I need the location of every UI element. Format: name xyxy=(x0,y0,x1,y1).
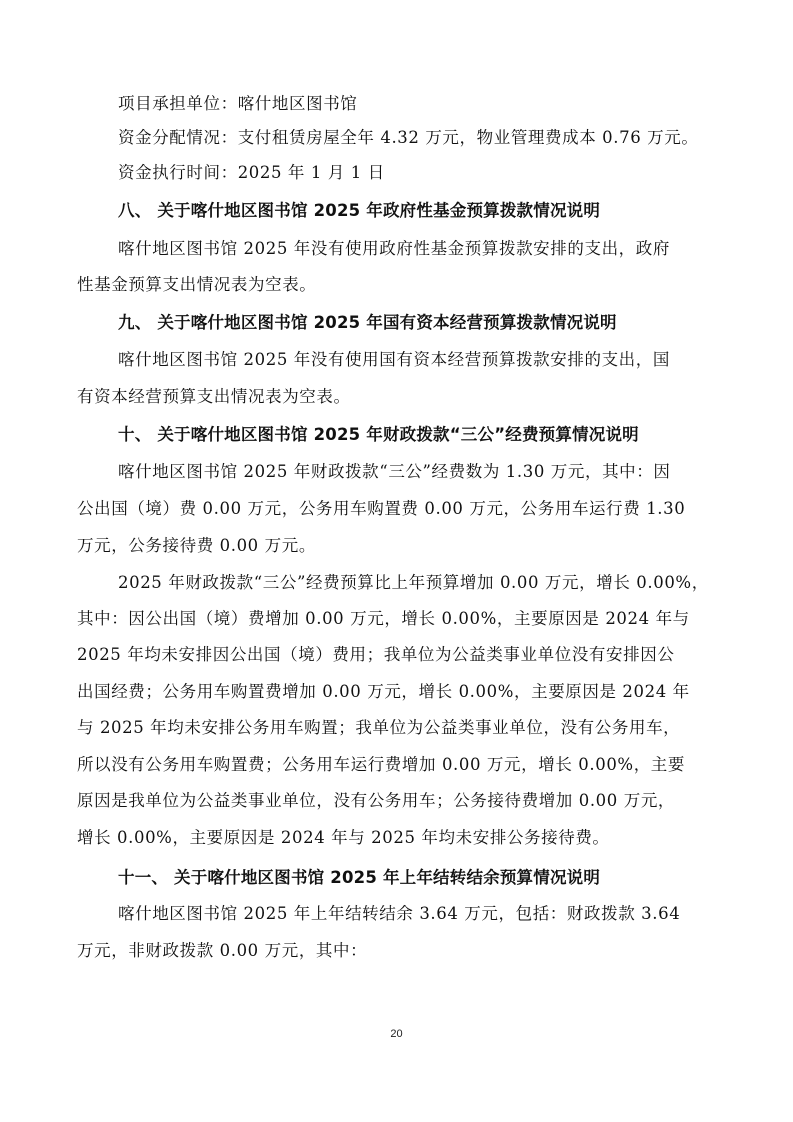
project-unit-line: 项目承担单位：喀什地区图书馆 xyxy=(118,94,358,113)
section-10-paragraph-line: 所以没有公务用车购置费；公务用车运行费增加 0.00 万元，增长 0.00%，主要 xyxy=(77,755,685,774)
section-10-paragraph-line: 原因是我单位为公益类事业单位，没有公务用车；公务接待费增加 0.00 万元， xyxy=(77,791,676,810)
section-10-paragraph-line: 公出国（境）费 0.00 万元，公务用车购置费 0.00 万元，公务用车运行费 1.30 xyxy=(77,499,686,518)
section-10-paragraph-line: 与 2025 年均未安排公务用车购置；我单位为公益类事业单位，没有公务用车， xyxy=(77,718,681,737)
section-8-paragraph-line: 性基金预算支出情况表为空表。 xyxy=(77,275,317,294)
section-10-paragraph-line: 其中：因公出国（境）费增加 0.00 万元，增长 0.00%，主要原因是 2024 年与 xyxy=(77,609,690,628)
section-10-paragraph-line: 出国经费；公务用车购置费增加 0.00 万元，增长 0.00%，主要原因是 2024 年 xyxy=(77,682,690,701)
section-9-paragraph-line: 喀什地区图书馆 2025 年没有使用国有资本经营预算拨款安排的支出，国 xyxy=(118,350,670,369)
section-10-paragraph-line: 万元，公务接待费 0.00 万元。 xyxy=(77,536,316,555)
section-8-heading: 八、 关于喀什地区图书馆 2025 年政府性基金预算拨款情况说明 xyxy=(118,201,601,220)
section-11-paragraph-line: 喀什地区图书馆 2025 年上年结转结余 3.64 万元，包括：财政拨款 3.64 xyxy=(118,904,681,923)
section-11-paragraph-line: 万元，非财政拨款 0.00 万元，其中： xyxy=(77,941,368,960)
section-8-paragraph-line: 喀什地区图书馆 2025 年没有使用政府性基金预算拨款安排的支出，政府 xyxy=(118,239,670,258)
section-11-heading: 十一、 关于喀什地区图书馆 2025 年上年结转结余预算情况说明 xyxy=(118,868,601,887)
section-10-paragraph-line: 喀什地区图书馆 2025 年财政拨款“三公”经费数为 1.30 万元，其中：因 xyxy=(118,462,671,481)
page-number: 20 xyxy=(390,1028,403,1040)
fund-execution-time-line: 资金执行时间：2025 年 1 月 1 日 xyxy=(118,163,385,182)
fund-allocation-line: 资金分配情况：支付租赁房屋全年 4.32 万元，物业管理费成本 0.76 万元。 xyxy=(118,128,699,147)
section-9-paragraph-line: 有资本经营预算支出情况表为空表。 xyxy=(77,387,351,406)
section-10-heading: 十、 关于喀什地区图书馆 2025 年财政拨款“三公”经费预算情况说明 xyxy=(118,425,639,444)
section-10-paragraph-line: 2025 年均未安排因公出国（境）费用；我单位为公益类事业单位没有安排因公 xyxy=(77,645,675,664)
section-10-paragraph-line: 2025 年财政拨款“三公”经费预算比上年预算增加 0.00 万元，增长 0.00%， xyxy=(118,573,709,592)
section-9-heading: 九、 关于喀什地区图书馆 2025 年国有资本经营预算拨款情况说明 xyxy=(118,313,617,332)
section-10-paragraph-line: 增长 0.00%，主要原因是 2024 年与 2025 年均未安排公务接待费。 xyxy=(77,828,610,847)
